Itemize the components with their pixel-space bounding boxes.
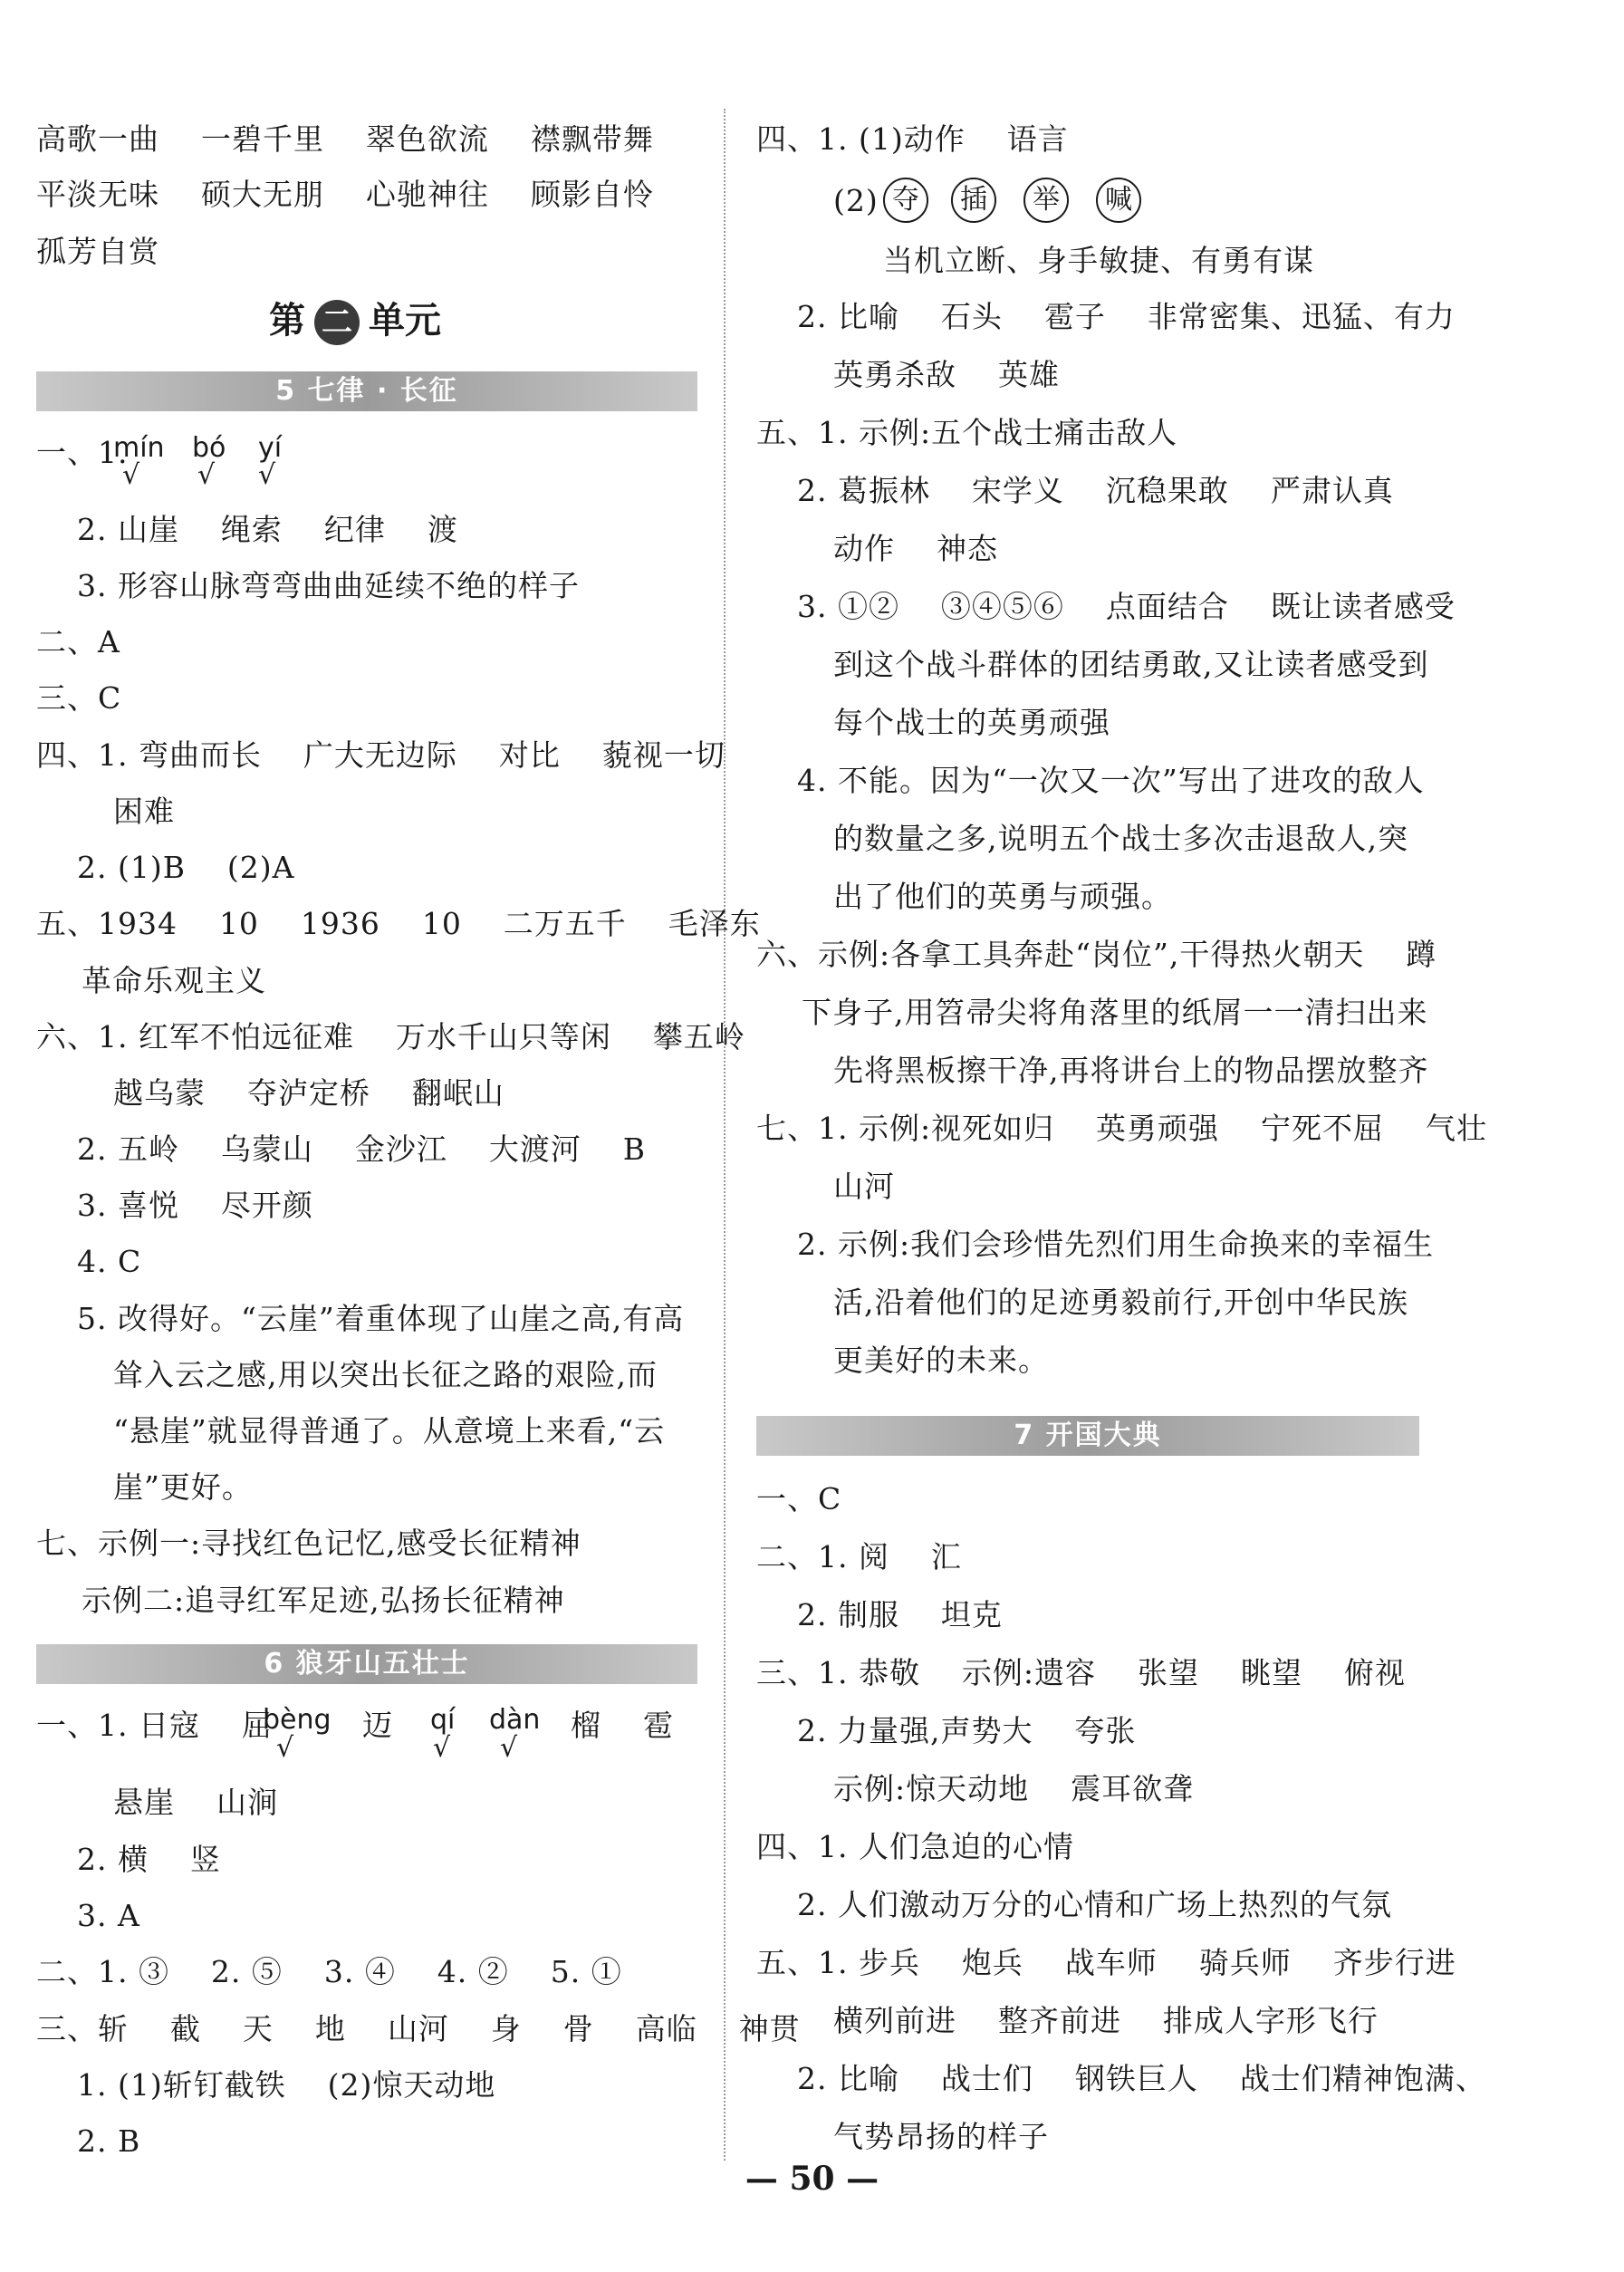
r-line-19: 山河 xyxy=(833,1169,895,1204)
s6-line-4: 3. A xyxy=(77,1898,140,1933)
r-line-10: 到这个战斗群体的团结勇敢,又让读者感受到 xyxy=(833,647,1429,682)
pinyin-1: mín xyxy=(113,432,165,464)
lesson-6-banner: 6 狼牙山五壮士 xyxy=(36,1644,697,1684)
s6-line-1b: 迈 xyxy=(362,1708,393,1743)
s5-line-1-prefix: 一、1. xyxy=(36,435,129,470)
r-line-28: 示例:惊天动地 震耳欲聋 xyxy=(833,1771,1195,1806)
s5-line-4: 二、A xyxy=(36,624,120,659)
s5-line-12: 越乌蒙 夺泸定桥 翻岷山 xyxy=(113,1075,504,1111)
s5-line-13: 2. 五岭 乌蒙山 金沙江 大渡河 B xyxy=(77,1131,647,1167)
check-mark-4: √ xyxy=(276,1732,294,1764)
circled-char-2: 插 xyxy=(951,178,996,223)
r-line-22: 更美好的未来。 xyxy=(833,1343,1049,1378)
r-line-13: 的数量之多,说明五个战士多次击退敌人,突 xyxy=(833,821,1408,856)
s5-line-19: 崖”更好。 xyxy=(113,1469,253,1505)
unit-number-circle: 二 xyxy=(314,300,360,345)
pinyin-dan: dàn xyxy=(489,1704,541,1736)
s5-line-16: 5. 改得好。“云崖”着重体现了山崖之高,有高 xyxy=(77,1301,685,1336)
r-line-31: 五、1. 步兵 炮兵 战车师 骑兵师 齐步行进 xyxy=(756,1945,1456,1980)
s5-line-10: 革命乐观主义 xyxy=(82,963,266,998)
r-line-25: 2. 制服 坦克 xyxy=(797,1597,1003,1632)
r-line-1: 四、1. (1)动作 语言 xyxy=(756,121,1069,157)
check-mark-5: √ xyxy=(433,1732,451,1764)
r-line-7: 2. 葛振林 宋学义 沉稳果敢 严肃认真 xyxy=(797,473,1394,508)
s5-line-5: 三、C xyxy=(36,680,122,716)
s6-line-5: 二、1. ③ 2. ⑤ 3. ④ 4. ② 5. ① xyxy=(36,1954,622,1989)
r-line-16: 下身子,用笤帚尖将角落里的纸屑一一清扫出来 xyxy=(802,995,1428,1030)
circled-char-1: 夺 xyxy=(883,178,928,223)
check-mark-2: √ xyxy=(197,459,216,491)
s5-line-9: 五、1934 10 1936 10 二万五千 毛泽东 xyxy=(36,906,761,941)
r-line-6: 五、1. 示例:五个战士痛击敌人 xyxy=(756,415,1178,450)
idiom-line-3: 孤芳自赏 xyxy=(36,234,159,269)
lesson-5-banner: 5 七律 · 长征 xyxy=(36,371,697,411)
check-mark-6: √ xyxy=(500,1732,518,1764)
s5-line-18: “悬崖”就显得普通了。从意境上来看,“云 xyxy=(113,1413,666,1449)
s5-line-7: 困难 xyxy=(113,794,175,829)
page-number: — 50 — xyxy=(745,2160,879,2198)
r-line-30: 2. 人们激动万分的心情和广场上热烈的气氛 xyxy=(797,1887,1392,1922)
lesson-7-banner: 7 开国大典 xyxy=(756,1416,1419,1456)
r-line-17: 先将黑板擦干净,再将讲台上的物品摆放整齐 xyxy=(833,1053,1429,1088)
pinyin-beng: bèng xyxy=(263,1704,332,1736)
idiom-line-1: 高歌一曲 一碧千里 翠色欲流 襟飘带舞 xyxy=(36,121,654,157)
r-line-29: 四、1. 人们急迫的心情 xyxy=(756,1829,1074,1864)
s6-line-2: 悬崖 山涧 xyxy=(113,1785,278,1820)
s6-line-1c: 榴 雹 xyxy=(571,1708,674,1743)
s5-line-14: 3. 喜悦 尽开颜 xyxy=(77,1188,313,1223)
s5-line-11: 六、1. 红军不怕远征难 万水千山只等闲 攀五岭 xyxy=(36,1019,745,1054)
unit-title xyxy=(269,294,441,347)
s5-line-15: 4. C xyxy=(77,1244,142,1279)
r-line-20: 2. 示例:我们会珍惜先烈们用生命换来的幸福生 xyxy=(797,1227,1435,1262)
idiom-line-2: 平淡无味 硕大无朋 心驰神往 顾影自怜 xyxy=(36,177,654,212)
s6-line-8: 2. B xyxy=(77,2123,141,2159)
s5-line-2: 2. 山崖 绳索 纪律 渡 xyxy=(77,512,458,547)
s5-line-8: 2. (1)B (2)A xyxy=(77,850,295,885)
r-line-23: 一、C xyxy=(756,1481,842,1516)
unit-title-post: 单元 xyxy=(369,300,441,342)
r-line-4: 2. 比喻 石头 雹子 非常密集、迅猛、有力 xyxy=(797,299,1456,334)
check-mark-1: √ xyxy=(122,459,140,491)
r-line-2-prefix: (2) xyxy=(833,183,879,218)
s6-line-1a: 一、1. 日寇 屈 xyxy=(36,1708,273,1743)
r-line-33: 2. 比喻 战士们 钢铁巨人 战士们精神饱满、 xyxy=(797,2061,1486,2096)
s6-line-7: 1. (1)斩钉截铁 (2)惊天动地 xyxy=(77,2067,496,2103)
r-line-32: 横列前进 整齐前进 排成人字形飞行 xyxy=(833,2003,1379,2038)
r-line-5: 英勇杀敌 英雄 xyxy=(833,357,1060,392)
r-line-26: 三、1. 恭敬 示例:遗容 张望 眺望 俯视 xyxy=(756,1655,1406,1690)
s5-line-3: 3. 形容山脉弯弯曲曲延续不绝的样子 xyxy=(77,568,580,603)
pinyin-3: yí xyxy=(258,432,283,464)
pinyin-2: bó xyxy=(192,432,226,464)
circled-char-4: 喊 xyxy=(1096,178,1141,223)
r-line-21: 活,沿着他们的足迹勇毅前行,开创中华民族 xyxy=(833,1285,1408,1320)
s5-line-17: 耸入云之感,用以突出长征之路的艰险,而 xyxy=(113,1357,658,1392)
r-line-15: 六、示例:各拿工具奔赴“岗位”,干得热火朝天 蹲 xyxy=(756,937,1437,972)
r-line-3: 当机立断、身手敏捷、有勇有谋 xyxy=(883,243,1314,278)
unit-title-pre: 第 xyxy=(269,300,305,342)
r-line-8: 动作 神态 xyxy=(833,531,998,566)
right-column xyxy=(725,0,1624,2272)
r-line-9: 3. ①② ③④⑤⑥ 点面结合 既让读者感受 xyxy=(797,589,1456,624)
r-line-34: 气势昂扬的样子 xyxy=(833,2119,1049,2154)
s6-line-3: 2. 横 竖 xyxy=(77,1842,221,1877)
r-line-24: 二、1. 阅 汇 xyxy=(756,1539,962,1574)
r-line-12: 4. 不能。因为“一次又一次”写出了进攻的敌人 xyxy=(797,763,1425,798)
s6-line-6: 三、斩 截 天 地 山河 身 骨 高临 神贯 xyxy=(36,2011,801,2046)
r-line-14: 出了他们的英勇与顽强。 xyxy=(833,879,1172,914)
s5-line-6: 四、1. 弯曲而长 广大无边际 对比 藐视一切 xyxy=(36,737,726,773)
s5-line-20: 七、示例一:寻找红色记忆,感受长征精神 xyxy=(36,1526,581,1561)
s5-line-21: 示例二:追寻红军足迹,弘扬长征精神 xyxy=(82,1583,565,1618)
pinyin-qi: qí xyxy=(430,1704,456,1736)
circled-char-3: 举 xyxy=(1023,178,1069,223)
r-line-11: 每个战士的英勇顽强 xyxy=(833,705,1110,740)
check-mark-3: √ xyxy=(258,459,276,491)
r-line-27: 2. 力量强,声势大 夸张 xyxy=(797,1713,1137,1748)
r-line-18: 七、1. 示例:视死如归 英勇顽强 宁死不屈 气壮 xyxy=(756,1111,1487,1146)
